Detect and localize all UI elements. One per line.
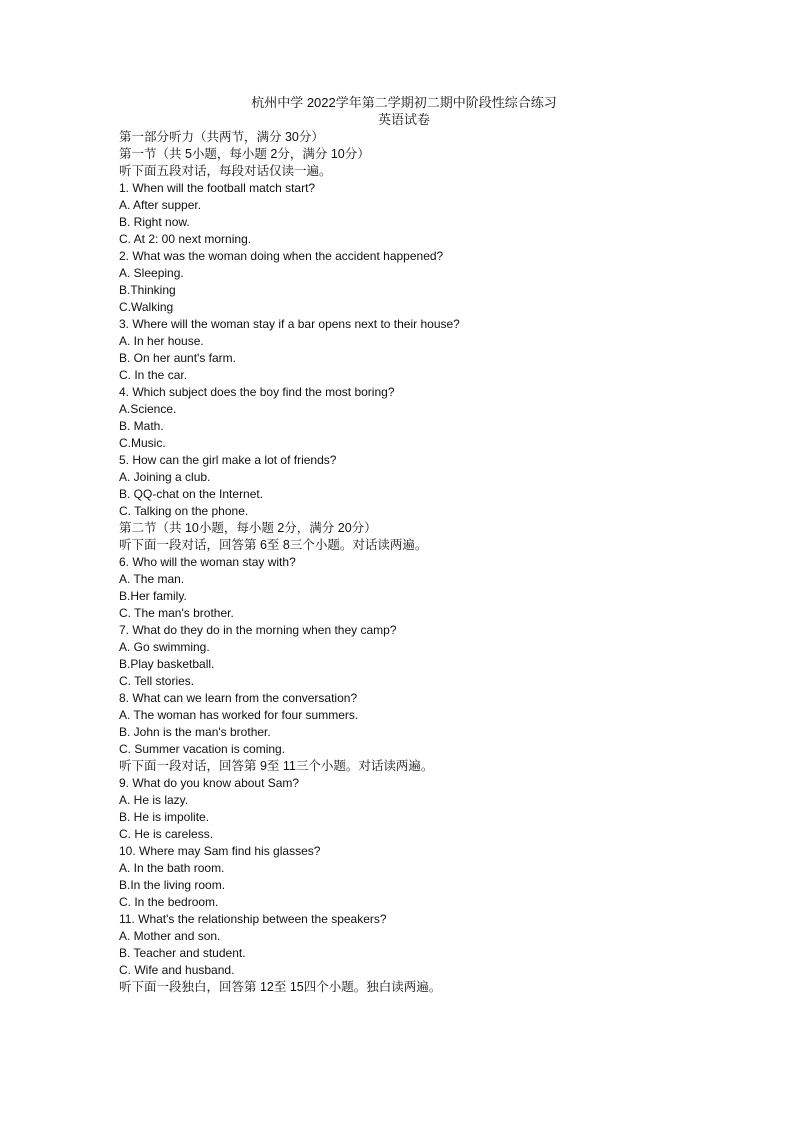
answer-option: B. Teacher and student. [119, 946, 246, 960]
answer-option: A.Science. [119, 402, 177, 416]
answer-option: A. The woman has worked for four summers. [119, 708, 359, 722]
answer-option: B. QQ-chat on the Internet. [119, 487, 264, 501]
question-text: 11. What's the relationship between the speakers? [119, 912, 387, 926]
answer-option: C. The man's brother. [119, 606, 234, 620]
question-text: 9. What do you know about Sam? [119, 776, 300, 790]
answer-option: A. He is lazy. [119, 793, 189, 807]
question-text: 1. When will the football match start? [119, 181, 316, 195]
answer-option: B.Play basketball. [119, 657, 215, 671]
exam-page [119, 94, 679, 996]
answer-option: A. The man. [119, 572, 185, 586]
answer-option: A. After supper. [119, 198, 202, 212]
question-text: 4. Which subject does the boy find the most boring? [119, 385, 395, 399]
section-instruction: 第一部分听力（共两节，满分 30分） [119, 130, 324, 144]
answer-option: A. In her house. [119, 334, 204, 348]
section-instruction: 第二节（共 10小题，每小题 2分，满分 20分） [119, 521, 377, 535]
exam-content [119, 129, 679, 996]
question-text: 5. How can the girl make a lot of friends? [119, 453, 337, 467]
question-text: 2. What was the woman doing when the accident happened? [119, 249, 444, 263]
answer-option: C.Music. [119, 436, 166, 450]
answer-option: C. At 2: 00 next morning. [119, 232, 252, 246]
answer-option: A. Sleeping. [119, 266, 184, 280]
answer-option: A. In the bath room. [119, 861, 225, 875]
answer-option: B. He is impolite. [119, 810, 210, 824]
question-text: 8. What can we learn from the conversation? [119, 691, 358, 705]
answer-option: C. He is careless. [119, 827, 214, 841]
answer-option: B. On her aunt's farm. [119, 351, 237, 365]
answer-option: B. Math. [119, 419, 164, 433]
answer-option: B.Her family. [119, 589, 187, 603]
question-text: 10. Where may Sam find his glasses? [119, 844, 321, 858]
section-instruction: 第一节（共 5小题，每小题 2分，满分 10分） [119, 147, 370, 161]
question-text: 7. What do they do in the morning when they camp? [119, 623, 397, 637]
answer-option: C. Summer vacation is coming. [119, 742, 286, 756]
answer-option: C. Wife and husband. [119, 963, 235, 977]
answer-option: C. Tell stories. [119, 674, 195, 688]
answer-option: B.In the living room. [119, 878, 226, 892]
section-instruction: 听下面一段对话，回答第 9至 11三个小题。对话读两遍。 [119, 759, 434, 773]
answer-option: C. In the car. [119, 368, 188, 382]
question-text: 3. Where will the woman stay if a bar opens next to their house? [119, 317, 460, 331]
answer-option: A. Joining a club. [119, 470, 211, 484]
answer-option: C. Talking on the phone. [119, 504, 249, 518]
exam-subtitle: 英语试卷 [377, 112, 430, 127]
answer-option: C.Walking [119, 300, 174, 314]
question-text: 6. Who will the woman stay with? [119, 555, 296, 569]
answer-option: B.Thinking [119, 283, 176, 297]
section-instruction: 听下面一段独白，回答第 12至 15四个小题。独白读两遍。 [119, 980, 442, 994]
answer-option: A. Go swimming. [119, 640, 210, 654]
answer-option: A. Mother and son. [119, 929, 221, 943]
answer-option: B. Right now. [119, 215, 190, 229]
exam-title: 杭州中学 2022学年第二学期初二期中阶段性综合练习 [251, 95, 557, 110]
answer-option: B. John is the man's brother. [119, 725, 271, 739]
answer-option: C. In the bedroom. [119, 895, 219, 909]
section-instruction: 听下面一段对话，回答第 6至 8三个小题。对话读两遍。 [119, 538, 428, 552]
section-instruction: 听下面五段对话，每段对话仅读一遍。 [119, 164, 332, 178]
